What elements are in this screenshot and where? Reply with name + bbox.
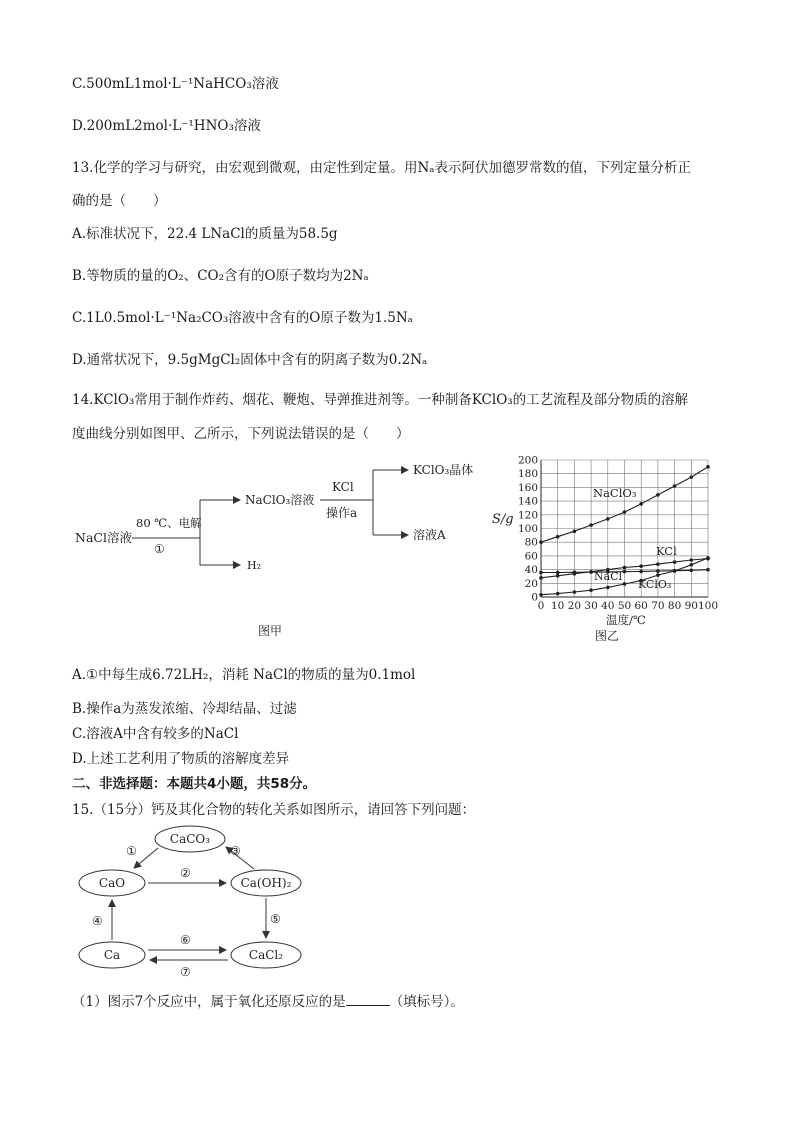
q15-part-1 xyxy=(72,990,464,1010)
data-point-3 xyxy=(589,588,593,592)
x-tick-label: 90 xyxy=(684,600,698,612)
data-point-1 xyxy=(556,574,560,578)
q14-option-b: B.操作a为蒸发浓缩、冷却结晶、过滤 xyxy=(72,701,297,717)
q13-option-c: C.1L0.5mol·L⁻¹Na₂CO₃溶液中含有的O原子数为1.5Nₐ xyxy=(72,310,413,326)
x-tick-label: 40 xyxy=(601,600,615,612)
option-d-hno3: D.200mL2mol·L⁻¹HNO₃溶液 xyxy=(72,118,261,134)
flow-operation-a: 操作a xyxy=(326,506,358,520)
data-point-2 xyxy=(589,570,593,574)
data-point-1 xyxy=(639,564,643,568)
y-tick-label: 0 xyxy=(531,591,538,604)
y-tick-label: 180 xyxy=(517,468,538,481)
x-tick-label: 50 xyxy=(617,600,632,612)
data-point-2 xyxy=(639,570,643,574)
q13-option-b: B.等物质的量的O₂、CO₂含有的O原子数均为2Nₐ xyxy=(72,268,369,284)
data-point-0 xyxy=(539,540,543,544)
data-point-0 xyxy=(690,475,694,479)
node-caco3-label: CaCO₃ xyxy=(169,832,211,846)
y-tick-label: 200 xyxy=(517,454,538,467)
option-c-nahco3: C.500mL1mol·L⁻¹NaHCO₃溶液 xyxy=(72,76,279,92)
node-caoh2-label: Ca(OH)₂ xyxy=(240,876,292,890)
x-tick-label: 100 xyxy=(697,600,719,612)
reaction-2-label: ② xyxy=(180,866,191,880)
y-tick-label: 160 xyxy=(517,481,538,494)
figure-yi-caption: 图乙 xyxy=(595,629,620,643)
q14-option-a: A.①中每生成6.72LH₂，消耗 NaCl的物质的量为0.1mol xyxy=(72,667,416,683)
series-label-naclo3: NaClO₃ xyxy=(593,486,637,500)
data-point-1 xyxy=(673,560,677,564)
reaction-5-label: ⑤ xyxy=(270,912,281,926)
data-point-2 xyxy=(623,570,627,574)
data-point-2 xyxy=(539,571,543,575)
data-point-3 xyxy=(690,563,694,567)
data-point-2 xyxy=(706,568,710,572)
data-point-1 xyxy=(690,558,694,562)
figure-jia-caption: 图甲 xyxy=(258,624,283,638)
data-point-3 xyxy=(706,556,710,560)
node-cao-label: CaO xyxy=(98,876,126,890)
q14-option-d: D.上述工艺利用了物质的溶解度差异 xyxy=(72,751,290,767)
data-point-2 xyxy=(556,571,560,575)
answer-blank[interactable] xyxy=(346,993,390,1006)
flow-kcl: KCl xyxy=(332,480,354,494)
data-point-1 xyxy=(656,562,660,566)
q15-part-1-text: （1）图示7个反应中，属于氧化还原反应的是 xyxy=(72,994,346,1010)
flow-condition: 80 ℃、电解 xyxy=(136,516,202,530)
q13-stem-2: 确的是（ ） xyxy=(72,193,167,209)
reaction-3-label: ③ xyxy=(230,844,241,858)
q14-option-c: C.溶液A中含有较多的NaCl xyxy=(72,726,239,742)
data-point-3 xyxy=(656,573,660,577)
reaction-7-label: ⑦ xyxy=(180,965,191,979)
y-tick-label: 100 xyxy=(517,523,538,535)
chart-y-label: S/g xyxy=(492,512,514,527)
x-tick-label: 0 xyxy=(537,600,545,612)
y-tick-label: 20 xyxy=(524,577,538,590)
x-tick-label: 10 xyxy=(551,600,565,612)
q13-option-a: A.标准状况下，22.4 LNaCl的质量为58.5g xyxy=(72,226,338,242)
q14-stem-1: 14.KClO₃常用于制作炸药、烟花、鞭炮、导弹推进剂等。一种制备KClO₃的工艺流程及部分物质的溶解 xyxy=(72,392,689,408)
data-point-3 xyxy=(539,593,543,597)
flow-solution-a: 溶液A xyxy=(413,528,446,542)
x-tick-label: 60 xyxy=(634,600,648,612)
x-tick-label: 70 xyxy=(651,600,665,612)
reaction-4-label: ④ xyxy=(92,914,103,928)
data-point-2 xyxy=(690,568,694,572)
data-point-0 xyxy=(639,502,643,506)
flow-nacl-solution: NaCl溶液 xyxy=(75,530,132,545)
data-point-3 xyxy=(556,592,560,596)
reaction-6-label: ⑥ xyxy=(180,933,191,947)
y-tick-label: 60 xyxy=(524,550,538,563)
data-point-3 xyxy=(623,582,627,586)
q13-option-d: D.通常状况下，9.5gMgCl₂固体中含有的阴离子数为0.2Nₐ xyxy=(72,352,428,368)
flow-kclo3-crystal: KClO₃晶体 xyxy=(413,463,474,477)
data-point-0 xyxy=(706,465,710,469)
data-point-2 xyxy=(573,571,577,575)
series-label-kclo3: KClO₃ xyxy=(638,578,672,591)
q13-stem-1: 13.化学的学习与研究，由宏观到微观，由定性到定量。用Nₐ表示阿伏加德罗常数的值，下列定量分析正 xyxy=(72,160,691,176)
y-tick-label: 40 xyxy=(524,564,538,577)
node-ca-label: Ca xyxy=(103,948,121,962)
q15-stem: 15.（15分）钙及其化合物的转化关系如图所示，请回答下列问题： xyxy=(72,802,476,818)
data-point-0 xyxy=(673,484,677,488)
data-point-1 xyxy=(539,576,543,580)
data-point-0 xyxy=(606,517,610,521)
data-point-0 xyxy=(589,523,593,527)
series-label-kcl: KCl xyxy=(656,544,677,558)
x-tick-label: 30 xyxy=(584,600,598,612)
flow-naclo3-solution: NaClO₃溶液 xyxy=(245,493,315,507)
reaction-1-label: ① xyxy=(126,844,137,858)
data-point-3 xyxy=(673,569,677,573)
data-point-0 xyxy=(656,493,660,497)
data-point-3 xyxy=(573,590,577,594)
section-2-heading: 二、非选择题：本题共4小题，共58分。 xyxy=(72,776,317,792)
data-point-0 xyxy=(623,510,627,514)
flow-h2: H₂ xyxy=(247,559,262,572)
data-point-1 xyxy=(623,566,627,570)
data-point-2 xyxy=(656,569,660,573)
y-tick-label: 120 xyxy=(517,509,538,522)
data-point-0 xyxy=(573,529,577,533)
q15-part-1-suffix: （填标号）。 xyxy=(389,994,464,1010)
y-tick-label: 140 xyxy=(517,495,538,508)
q14-stem-2: 度曲线分别如图甲、乙所示，下列说法错误的是（ ） xyxy=(72,426,410,442)
chart-x-label: 温度/℃ xyxy=(606,613,646,627)
node-cacl2-label: CaCl₂ xyxy=(248,948,284,962)
solubility-chart xyxy=(488,452,728,647)
x-tick-label: 80 xyxy=(667,600,682,612)
data-point-3 xyxy=(606,586,610,590)
process-flow-diagram xyxy=(70,455,490,645)
calcium-conversion-diagram xyxy=(72,822,332,982)
y-tick-label: 80 xyxy=(524,536,538,549)
flow-step-1: ① xyxy=(154,542,165,556)
x-tick-label: 20 xyxy=(567,600,582,612)
data-point-0 xyxy=(556,535,560,539)
series-label-nacl: NaCl xyxy=(594,570,623,583)
